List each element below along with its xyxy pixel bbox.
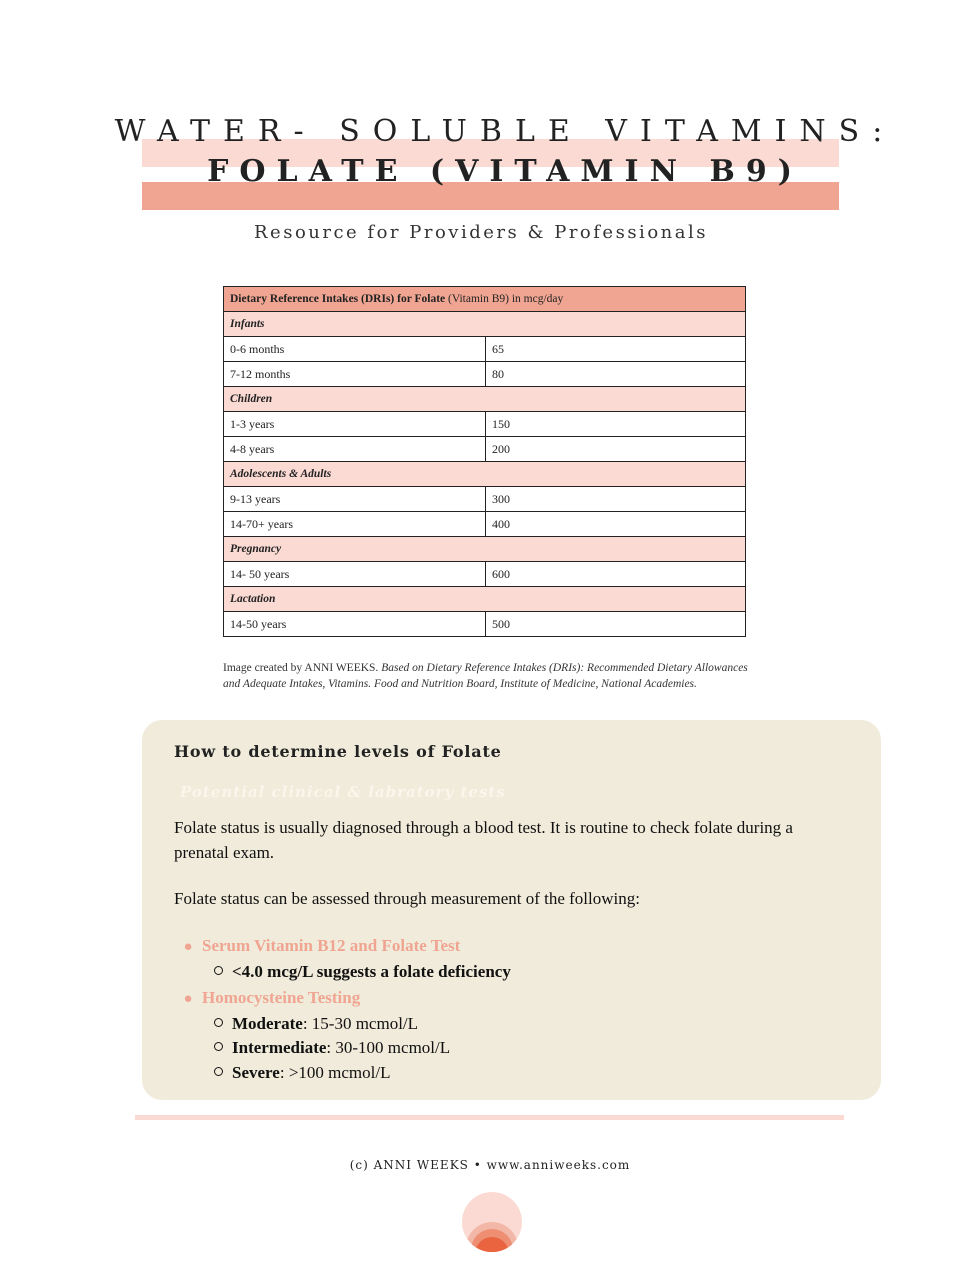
tests-list (174, 933, 834, 1085)
table-row (224, 337, 746, 362)
bullet-icon: ● (183, 939, 193, 955)
table-row (224, 512, 746, 537)
page-subtitle: Resource for Providers & Professionals (254, 222, 708, 243)
assessment-paragraph: Folate status can be assessed through measurement of the following: (174, 889, 640, 908)
circle-bullet-icon (214, 1018, 223, 1027)
age-cell: 1-3 years (224, 412, 486, 437)
table-heading (224, 287, 746, 312)
age-cell: 14-50 years (224, 612, 486, 637)
group-label: Pregnancy (224, 537, 746, 562)
level-label: Moderate (232, 1013, 303, 1033)
list-item (214, 960, 834, 985)
caption-credit: Image created by ANNI WEEKS. (223, 662, 382, 674)
level-range: : 30-100 mcmol/L (326, 1038, 451, 1057)
circle-bullet-icon (214, 966, 223, 975)
age-cell: 7-12 months (224, 362, 486, 387)
table-row (224, 362, 746, 387)
test-name: Serum Vitamin B12 and Folate Test (202, 936, 461, 955)
value-cell: 400 (486, 512, 746, 537)
value-cell: 500 (486, 612, 746, 637)
group-label: Children (224, 387, 746, 412)
sunset-logo-icon (462, 1192, 522, 1252)
levels-heading: How to determine levels of Folate (174, 742, 502, 761)
value-cell: 150 (486, 412, 746, 437)
age-cell: 0-6 months (224, 337, 486, 362)
sub-list (174, 960, 834, 985)
threshold-text: <4.0 mcg/L suggests a folate deficiency (232, 962, 511, 981)
level-label: Severe (232, 1062, 280, 1082)
level-label: Intermediate (232, 1038, 327, 1057)
value-cell: 600 (486, 562, 746, 587)
group-label: Infants (224, 312, 746, 337)
age-cell: 9-13 years (224, 487, 486, 512)
table-row (224, 412, 746, 437)
test-name: Homocysteine Testing (202, 987, 361, 1007)
list-item (174, 985, 834, 1086)
table-heading-rest: (Vitamin B9) in mcg/day (445, 293, 564, 305)
age-cell: 4-8 years (224, 437, 486, 462)
level-range: : 15-30 mcmol/L (302, 1013, 419, 1033)
value-cell: 65 (486, 337, 746, 362)
table-row (224, 437, 746, 462)
value-cell: 80 (486, 362, 746, 387)
table-heading-bold: Dietary Reference Intakes (DRIs) for Folate (230, 293, 446, 305)
list-item (174, 933, 834, 985)
footer-divider (135, 1115, 844, 1120)
table-caption (223, 661, 753, 692)
table-row (224, 487, 746, 512)
title-line-2: FOLATE (VITAMIN B9) (207, 154, 803, 189)
list-item (214, 1012, 834, 1037)
group-label: Lactation (224, 587, 746, 612)
folate-levels-card (142, 720, 881, 1100)
value-cell: 200 (486, 437, 746, 462)
table-row (224, 562, 746, 587)
table-row (224, 612, 746, 637)
age-cell: 14-70+ years (224, 512, 486, 537)
sub-list (174, 1012, 834, 1086)
group-label: Adolescents & Adults (224, 462, 746, 487)
circle-bullet-icon (214, 1067, 223, 1076)
level-range: : >100 mcmol/L (279, 1062, 391, 1082)
intro-paragraph: Folate status is usually diagnosed through a blood test. It is routine to check folate during a prenatal exam. (174, 818, 793, 862)
circle-bullet-icon (214, 1042, 223, 1051)
footer-credit: (c) ANNI WEEKS • www.anniweeks.com (349, 1158, 631, 1172)
value-cell: 300 (486, 487, 746, 512)
age-cell: 14- 50 years (224, 562, 486, 587)
bullet-icon: ● (183, 990, 193, 1007)
table-header-row (224, 287, 746, 312)
dri-table (223, 286, 746, 637)
list-item (214, 1036, 834, 1061)
title-line-1: WATER- SOLUBLE VITAMINS: (114, 114, 896, 149)
list-item (214, 1061, 834, 1086)
caption-source: Based on Dietary Reference Intakes (DRIs): Recommended Dietary Allowances and Adequate Intakes, Vitamins. Food and Nutrition Board, Institute of Medicine, National Academies. (223, 662, 748, 690)
levels-subheading: Potential clinical & labratory tests (180, 783, 506, 801)
